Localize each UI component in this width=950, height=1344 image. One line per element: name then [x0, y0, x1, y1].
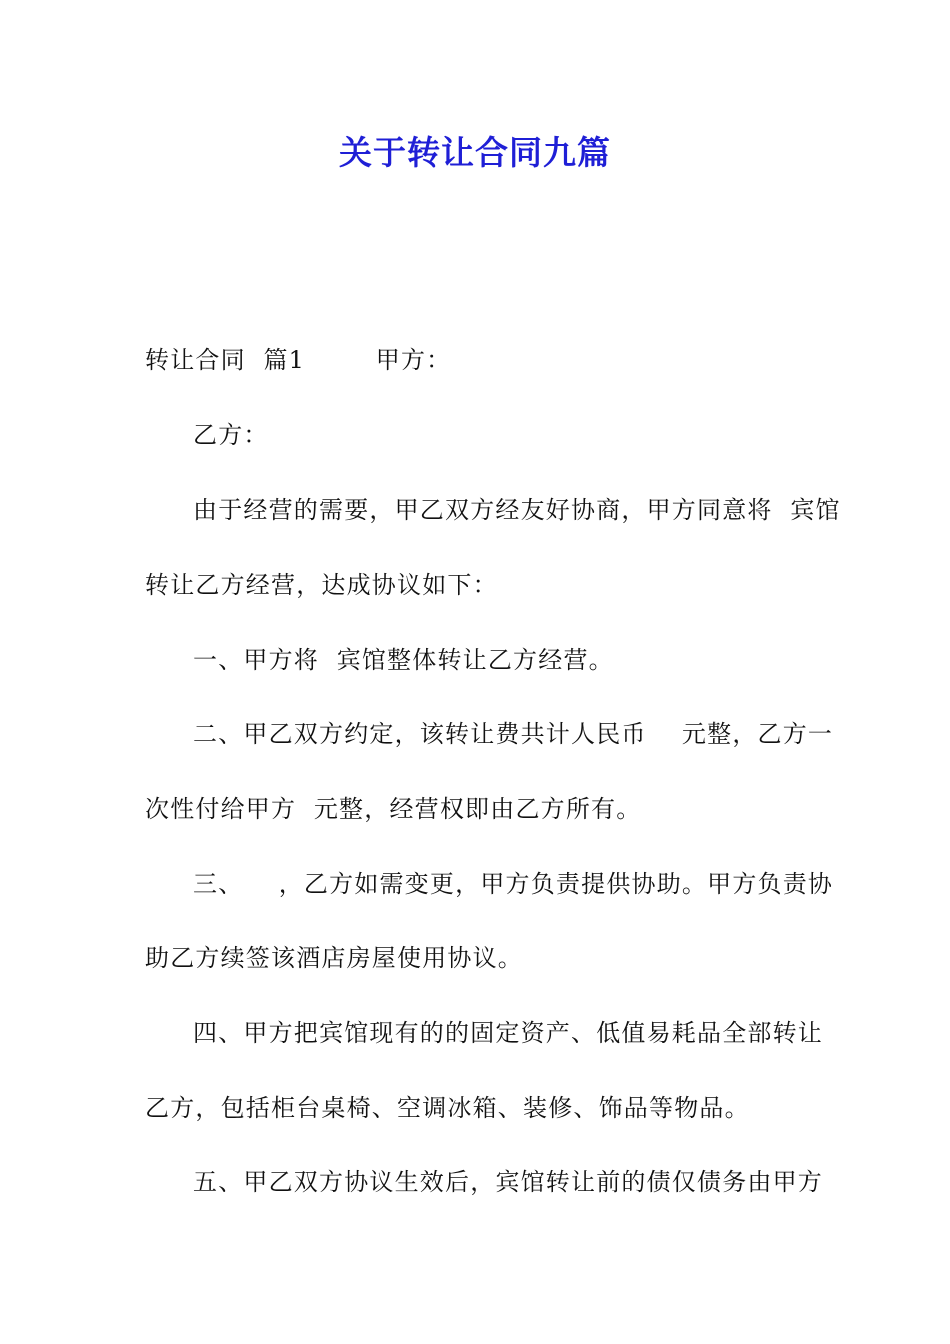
paragraph-line: 助乙方续签该酒店房屋使用协议。: [145, 944, 523, 972]
paragraph-line: 次性付给甲方 元整，经营权即由乙方所有。: [145, 795, 642, 823]
paragraph-line: 三、 ，乙方如需变更，甲方负责提供协助。甲方负责协: [193, 870, 834, 898]
paragraph-line: 转让乙方经营，达成协议如下：: [145, 571, 498, 599]
document-title: 关于转让合同九篇: [339, 133, 611, 172]
paragraph-line: 乙方，包括柜台桌椅、空调冰箱、装修、饰品等物品。: [145, 1094, 750, 1122]
paragraph-line: 转让合同 篇1 甲方：: [145, 346, 452, 374]
paragraph-line: 五、甲乙双方协议生效后，宾馆转让前的债仅债务由甲方: [193, 1168, 823, 1196]
paragraph-line: 四、甲方把宾馆现有的的固定资产、低值易耗品全部转让: [193, 1019, 823, 1047]
paragraph-line: 乙方：: [193, 421, 269, 449]
paragraph-line: 由于经营的需要，甲乙双方经友好协商，甲方同意将 宾馆: [193, 496, 841, 524]
paragraph-line: 一、甲方将 宾馆整体转让乙方经营。: [193, 646, 614, 674]
paragraph-line: 二、甲乙双方约定，该转让费共计人民币 元整，乙方一: [193, 720, 834, 748]
